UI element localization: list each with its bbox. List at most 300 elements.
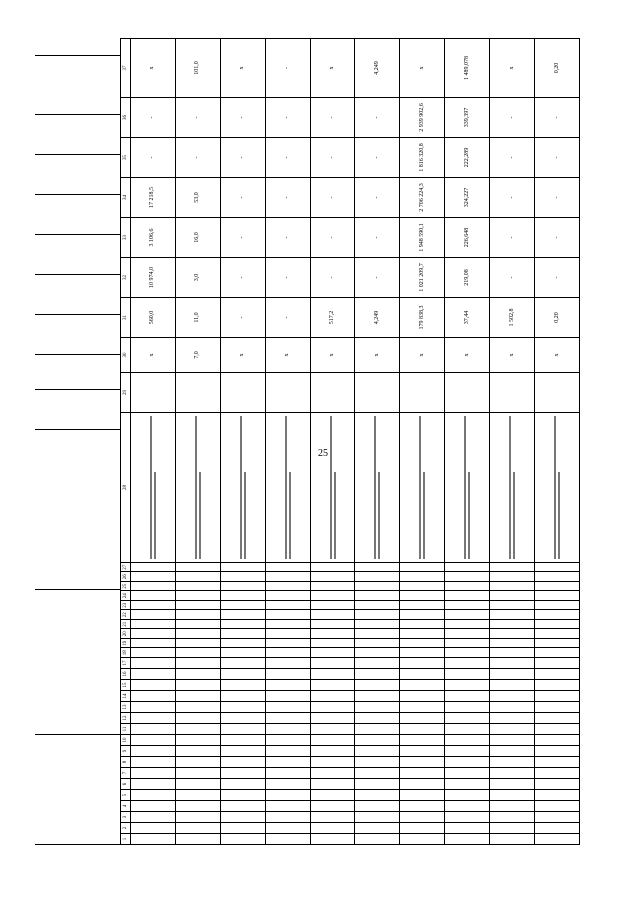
code-cell (175, 648, 220, 658)
code-cell (131, 757, 176, 768)
code-cell (355, 601, 400, 611)
code-cell (535, 601, 580, 611)
code-cell (131, 691, 176, 702)
code-cell (535, 779, 580, 790)
value-cell: - (265, 39, 310, 98)
value-cell: x (490, 39, 535, 98)
code-cell (535, 691, 580, 702)
code-cell (175, 812, 220, 823)
code-cell (131, 735, 176, 746)
code-cell (175, 757, 220, 768)
code-cell (131, 582, 176, 592)
table-row (355, 39, 400, 845)
value-cell: - (175, 98, 220, 138)
code-cell (490, 790, 535, 801)
code-cell (535, 757, 580, 768)
code-cell (445, 691, 490, 702)
code-cell (355, 620, 400, 630)
code-cell (535, 648, 580, 658)
code-cell (131, 812, 176, 823)
code-cell (265, 582, 310, 592)
code-cell (175, 702, 220, 713)
code-cell (400, 746, 445, 757)
code-cell (131, 779, 176, 790)
code-cell (310, 610, 355, 620)
code-cell (490, 620, 535, 630)
table-row (175, 39, 220, 845)
code-cell (310, 724, 355, 735)
table-row (220, 39, 265, 845)
code-cell (445, 812, 490, 823)
code-cell (265, 713, 310, 724)
value-cell: x (310, 338, 355, 373)
code-cell (400, 702, 445, 713)
code-cell (175, 620, 220, 630)
code-cell (490, 768, 535, 779)
description-cell (490, 413, 535, 563)
code-cell (265, 735, 310, 746)
code-cell (220, 834, 265, 845)
value-cell: - (310, 98, 355, 138)
code-cell (131, 591, 176, 601)
code-cell (400, 572, 445, 582)
column-number: 30 (121, 338, 131, 373)
code-cell (400, 658, 445, 669)
description-cell (400, 413, 445, 563)
code-cell (400, 563, 445, 573)
description-cell (310, 413, 355, 563)
code-cell (400, 757, 445, 768)
code-cell (265, 823, 310, 834)
value-cell: x (265, 338, 310, 373)
code-cell (490, 713, 535, 724)
code-cell (490, 658, 535, 669)
code-cell (355, 834, 400, 845)
unit-cell (355, 373, 400, 413)
code-cell (310, 629, 355, 639)
description-cell (445, 413, 490, 563)
code-cell (131, 702, 176, 713)
code-cell (535, 629, 580, 639)
code-cell (490, 724, 535, 735)
code-cell (400, 639, 445, 649)
code-cell (445, 702, 490, 713)
code-cell (310, 801, 355, 812)
code-cell (265, 669, 310, 680)
unit-cell (400, 373, 445, 413)
code-cell (400, 790, 445, 801)
code-cell (131, 724, 176, 735)
code-cell (265, 812, 310, 823)
value-cell: 339,397 (445, 98, 490, 138)
value-cell: - (535, 98, 580, 138)
value-cell: x (535, 338, 580, 373)
code-cell (220, 629, 265, 639)
program-table (120, 38, 580, 845)
code-cell (175, 572, 220, 582)
code-cell (265, 639, 310, 649)
code-cell (175, 724, 220, 735)
code-cell (175, 629, 220, 639)
table-row (490, 39, 535, 845)
table-row (445, 39, 490, 845)
unit-cell (265, 373, 310, 413)
code-cell (265, 563, 310, 573)
code-cell (355, 648, 400, 658)
code-cell (490, 648, 535, 658)
table-row (310, 39, 355, 845)
value-cell: - (175, 138, 220, 178)
description-cell (175, 413, 220, 563)
code-cell (265, 834, 310, 845)
code-cell (131, 790, 176, 801)
code-cell (220, 757, 265, 768)
column-number: 21 (121, 620, 131, 630)
rotated-table-page (35, 55, 580, 845)
code-cell (445, 629, 490, 639)
value-cell: 226,648 (445, 218, 490, 258)
code-cell (310, 757, 355, 768)
code-cell (535, 658, 580, 669)
code-cell (310, 768, 355, 779)
column-number: 33 (121, 218, 131, 258)
column-number: 31 (121, 298, 131, 338)
code-cell (445, 680, 490, 691)
code-cell (310, 563, 355, 573)
value-cell: 222,289 (445, 138, 490, 178)
code-cell (445, 746, 490, 757)
column-number: 13 (121, 702, 131, 713)
value-cell: - (265, 138, 310, 178)
code-cell (535, 563, 580, 573)
code-cell (490, 702, 535, 713)
value-cell: - (355, 218, 400, 258)
code-cell (355, 591, 400, 601)
code-cell (355, 639, 400, 649)
code-cell (265, 680, 310, 691)
code-cell (310, 601, 355, 611)
value-cell: - (310, 258, 355, 298)
code-cell (131, 601, 176, 611)
code-cell (355, 768, 400, 779)
column-number: 26 (121, 572, 131, 582)
code-cell (220, 801, 265, 812)
value-cell: x (220, 338, 265, 373)
column-number: 18 (121, 648, 131, 658)
value-cell: 0,20 (535, 298, 580, 338)
value-cell: x (220, 39, 265, 98)
value-cell: - (310, 138, 355, 178)
code-cell (265, 658, 310, 669)
code-cell (535, 669, 580, 680)
value-cell: - (220, 138, 265, 178)
value-cell: 0,20 (535, 39, 580, 98)
value-cell: - (265, 178, 310, 218)
code-cell (445, 658, 490, 669)
code-cell (445, 610, 490, 620)
value-cell: x (355, 338, 400, 373)
column-number-row (121, 39, 131, 845)
code-cell (355, 680, 400, 691)
code-cell (490, 572, 535, 582)
value-cell: - (535, 218, 580, 258)
value-cell: 1 948 590,1 (400, 218, 445, 258)
code-cell (310, 591, 355, 601)
value-cell: x (445, 338, 490, 373)
value-cell: - (535, 138, 580, 178)
code-cell (535, 572, 580, 582)
value-cell: - (490, 98, 535, 138)
code-cell (310, 572, 355, 582)
code-cell (355, 790, 400, 801)
code-cell (131, 746, 176, 757)
code-cell (220, 572, 265, 582)
column-number: 17 (121, 658, 131, 669)
value-cell: 1 489,078 (445, 39, 490, 98)
code-cell (445, 735, 490, 746)
code-cell (131, 620, 176, 630)
code-cell (400, 735, 445, 746)
code-cell (490, 691, 535, 702)
description-cell (131, 413, 176, 563)
code-cell (310, 735, 355, 746)
column-number: 6 (121, 779, 131, 790)
value-cell: 7,0 (175, 338, 220, 373)
code-cell (535, 702, 580, 713)
code-cell (490, 669, 535, 680)
value-cell: x (131, 338, 176, 373)
code-cell (490, 582, 535, 592)
code-cell (535, 790, 580, 801)
code-cell (535, 680, 580, 691)
code-cell (400, 669, 445, 680)
value-cell: - (265, 258, 310, 298)
code-cell (175, 563, 220, 573)
code-cell (355, 823, 400, 834)
code-cell (220, 591, 265, 601)
code-cell (220, 620, 265, 630)
code-cell (131, 834, 176, 845)
value-cell: x (490, 338, 535, 373)
code-cell (310, 648, 355, 658)
unit-cell (131, 373, 176, 413)
code-cell (175, 768, 220, 779)
code-cell (400, 823, 445, 834)
code-cell (535, 746, 580, 757)
code-cell (175, 735, 220, 746)
code-cell (535, 639, 580, 649)
code-cell (220, 812, 265, 823)
unit-cell (445, 373, 490, 413)
code-cell (265, 691, 310, 702)
code-cell (355, 691, 400, 702)
code-cell (265, 724, 310, 735)
column-number: 10 (121, 735, 131, 746)
column-number: 12 (121, 713, 131, 724)
value-cell: - (490, 178, 535, 218)
code-cell (220, 823, 265, 834)
description-cell (220, 413, 265, 563)
value-cell: 2 706 224,3 (400, 178, 445, 218)
code-cell (490, 680, 535, 691)
code-cell (175, 713, 220, 724)
code-cell (400, 834, 445, 845)
code-cell (310, 620, 355, 630)
code-cell (265, 601, 310, 611)
code-cell (131, 629, 176, 639)
code-cell (131, 639, 176, 649)
code-cell (265, 779, 310, 790)
value-cell: 1 502,8 (490, 298, 535, 338)
value-cell: - (355, 178, 400, 218)
code-cell (535, 620, 580, 630)
column-number: 14 (121, 691, 131, 702)
value-cell: 219,08 (445, 258, 490, 298)
column-number: 2 (121, 823, 131, 834)
code-cell (490, 591, 535, 601)
value-cell: - (220, 258, 265, 298)
code-cell (175, 610, 220, 620)
code-cell (535, 724, 580, 735)
code-cell (535, 713, 580, 724)
code-cell (220, 639, 265, 649)
code-cell (310, 582, 355, 592)
code-cell (131, 823, 176, 834)
column-number: 37 (121, 39, 131, 98)
code-cell (220, 746, 265, 757)
code-cell (490, 746, 535, 757)
code-cell (265, 746, 310, 757)
unit-cell (535, 373, 580, 413)
code-cell (310, 823, 355, 834)
column-number: 29 (121, 373, 131, 413)
value-cell: - (535, 178, 580, 218)
code-cell (445, 724, 490, 735)
value-cell: 4,249 (355, 39, 400, 98)
value-cell: - (265, 298, 310, 338)
column-number: 15 (121, 680, 131, 691)
code-cell (175, 601, 220, 611)
code-cell (175, 658, 220, 669)
value-cell: 17 218,5 (131, 178, 176, 218)
code-cell (490, 563, 535, 573)
value-cell: 2 939 902,6 (400, 98, 445, 138)
code-cell (220, 563, 265, 573)
code-cell (310, 669, 355, 680)
code-cell (175, 779, 220, 790)
code-cell (535, 834, 580, 845)
code-cell (220, 713, 265, 724)
code-cell (175, 746, 220, 757)
code-cell (310, 746, 355, 757)
column-number: 7 (121, 768, 131, 779)
unit-cell (310, 373, 355, 413)
code-cell (131, 658, 176, 669)
value-cell: - (220, 178, 265, 218)
code-cell (131, 669, 176, 680)
code-cell (355, 658, 400, 669)
code-cell (445, 834, 490, 845)
code-cell (400, 801, 445, 812)
unit-cell (220, 373, 265, 413)
value-cell: 37,44 (445, 298, 490, 338)
value-cell: - (131, 98, 176, 138)
code-cell (355, 757, 400, 768)
code-cell (355, 735, 400, 746)
code-cell (400, 768, 445, 779)
code-cell (355, 746, 400, 757)
value-cell: x (310, 39, 355, 98)
value-cell: 3,0 (175, 258, 220, 298)
column-number: 35 (121, 138, 131, 178)
code-cell (490, 801, 535, 812)
description-cell (535, 413, 580, 563)
code-cell (175, 801, 220, 812)
code-cell (400, 591, 445, 601)
code-cell (175, 591, 220, 601)
code-cell (535, 823, 580, 834)
code-cell (175, 834, 220, 845)
value-cell: x (400, 39, 445, 98)
code-cell (445, 620, 490, 630)
code-cell (400, 713, 445, 724)
table-header-band (35, 55, 120, 845)
value-cell: 517,2 (310, 298, 355, 338)
code-cell (445, 790, 490, 801)
value-cell: 16,0 (175, 218, 220, 258)
code-cell (445, 591, 490, 601)
code-cell (310, 691, 355, 702)
value-cell: 101,0 (175, 39, 220, 98)
code-cell (445, 639, 490, 649)
code-cell (400, 648, 445, 658)
code-cell (535, 801, 580, 812)
code-cell (355, 812, 400, 823)
code-cell (445, 572, 490, 582)
value-cell: - (220, 98, 265, 138)
code-cell (131, 713, 176, 724)
table-row (400, 39, 445, 845)
value-cell: 324,227 (445, 178, 490, 218)
column-number: 20 (121, 629, 131, 639)
code-cell (400, 601, 445, 611)
code-cell (131, 648, 176, 658)
value-cell: 10 974,0 (131, 258, 176, 298)
code-cell (265, 629, 310, 639)
code-cell (445, 801, 490, 812)
column-number: 16 (121, 669, 131, 680)
code-cell (490, 757, 535, 768)
code-cell (310, 790, 355, 801)
column-number: 4 (121, 801, 131, 812)
code-cell (220, 610, 265, 620)
code-cell (265, 572, 310, 582)
code-cell (490, 601, 535, 611)
code-cell (490, 812, 535, 823)
code-cell (220, 582, 265, 592)
code-cell (220, 648, 265, 658)
code-cell (355, 669, 400, 680)
code-cell (535, 591, 580, 601)
table-row (535, 39, 580, 845)
code-cell (310, 779, 355, 790)
code-cell (265, 610, 310, 620)
code-cell (220, 768, 265, 779)
code-cell (355, 779, 400, 790)
unit-cell (175, 373, 220, 413)
code-cell (265, 757, 310, 768)
code-cell (355, 610, 400, 620)
